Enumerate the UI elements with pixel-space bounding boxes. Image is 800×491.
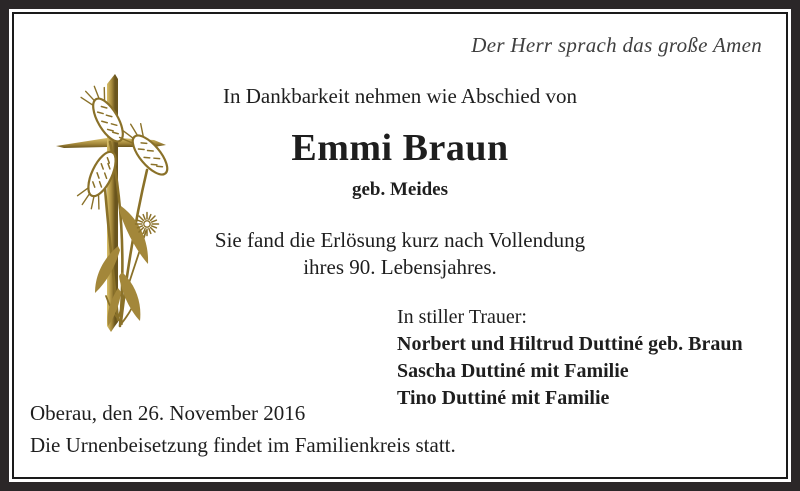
maiden-name: geb. Meides: [351, 179, 449, 200]
mourner-line: Norbert und Hiltrud Duttiné geb. Braun: [397, 333, 743, 355]
place-and-date: Oberau, den 26. November 2016: [30, 401, 306, 425]
deceased-name: Emmi Braun: [291, 127, 509, 169]
mourner-line: Sascha Duttiné mit Familie: [397, 360, 629, 382]
blessing-quote: Der Herr sprach das große Amen: [471, 33, 762, 57]
funeral-note: Die Urnenbeisetzung findet im Familienkreis statt.: [30, 433, 456, 457]
intro-line: In Dankbarkeit nehmen wie Abschied von: [223, 84, 577, 108]
eulogy-line-1: Sie fand die Erlösung kurz nach Vollendung: [214, 228, 586, 252]
mourning-heading: In stiller Trauer:: [397, 306, 527, 328]
eulogy-line-2: ihres 90. Lebensjahres.: [303, 255, 497, 279]
mourners-block: [397, 304, 743, 412]
eulogy-text: [0, 227, 800, 281]
mourner-line: Tino Duttiné mit Familie: [397, 387, 610, 409]
